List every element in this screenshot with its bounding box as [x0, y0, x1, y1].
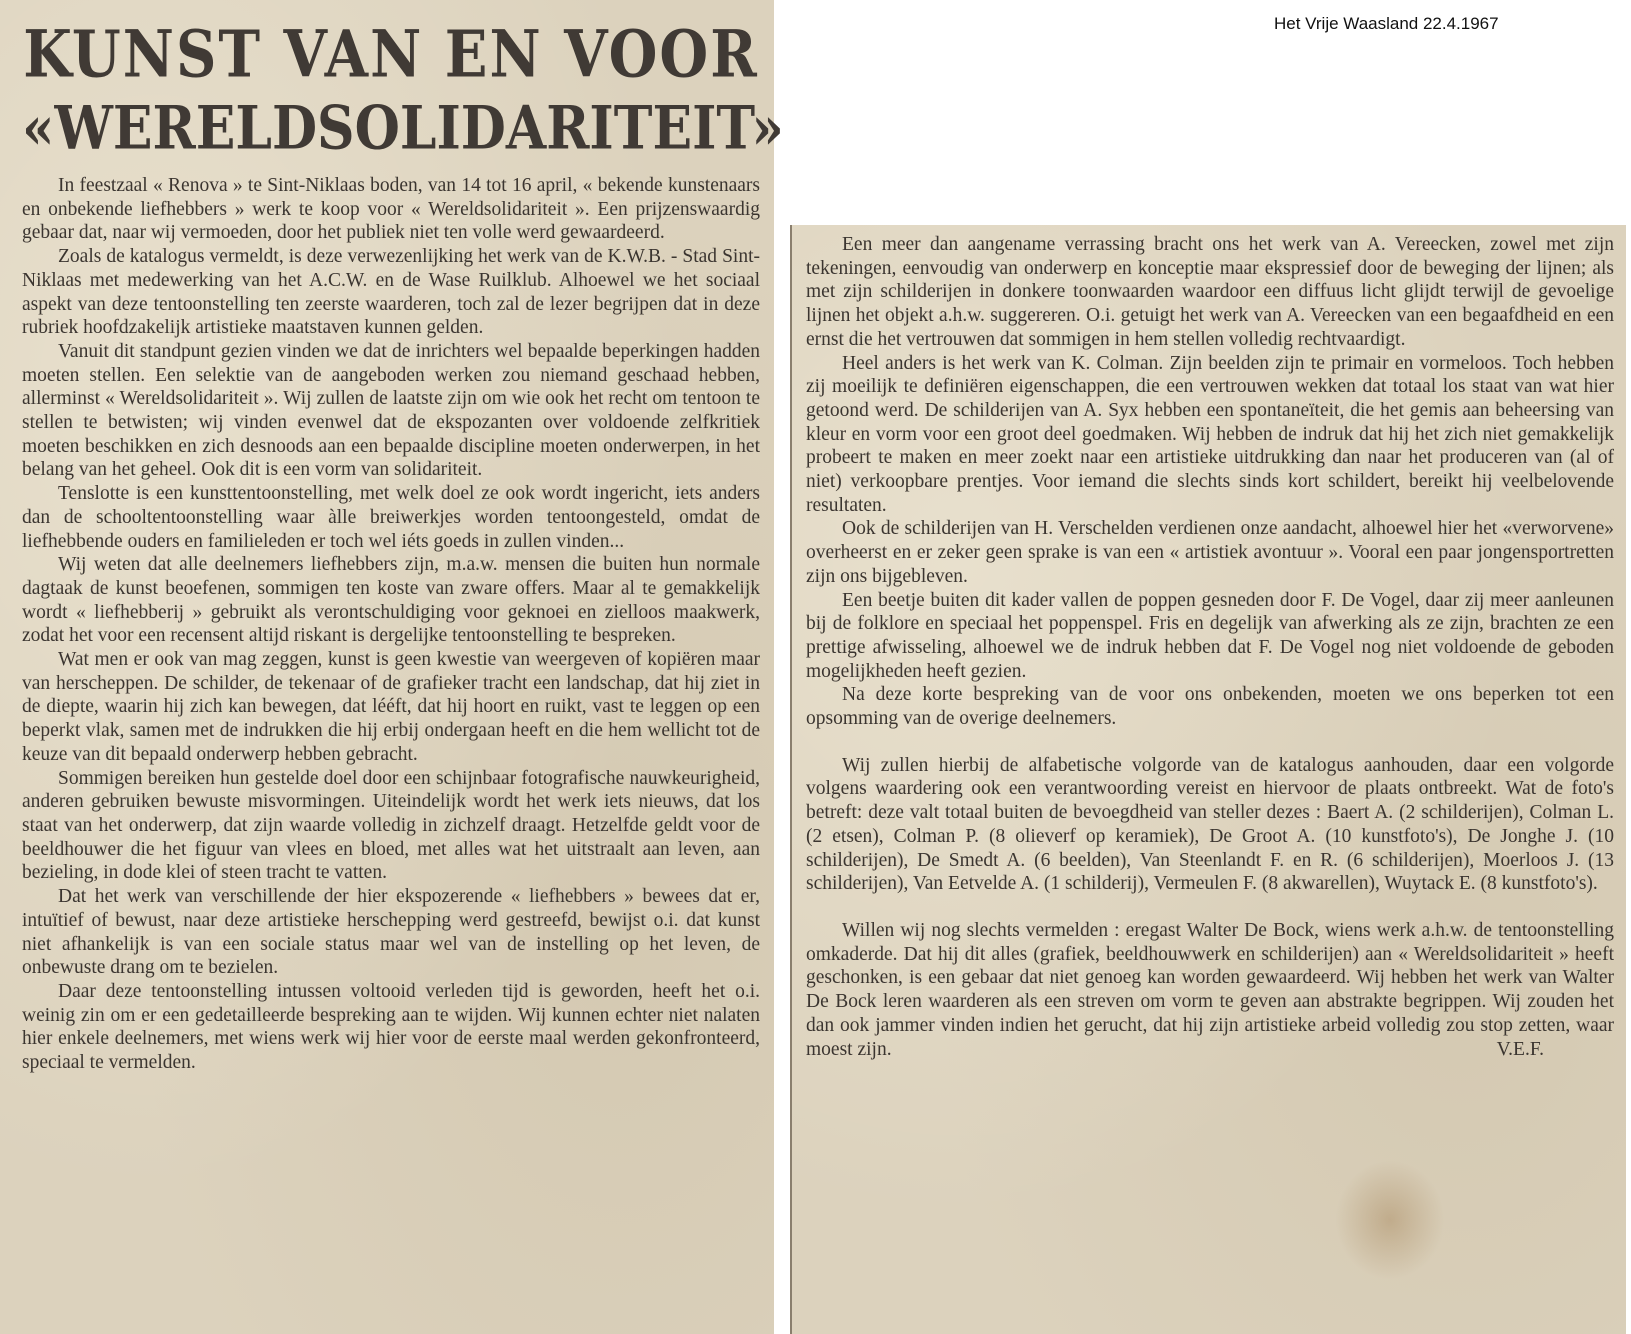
paragraph: Na deze korte bespreking van de voor ons onbekenden, moeten we ons beperken tot een opsomming van de overige deelnemers.: [806, 684, 1614, 730]
paragraph: Tenslotte is een kunsttentoonstelling, met welk doel ze ook wordt ingericht, iets anders dan de schooltentoonstelling waar àlle breiwerkjes worden tentoongesteld, omdat de liefhebbende ouders en familieleden er toch wel iéts goeds in zullen vinden...: [22, 483, 760, 552]
paragraph: Vanuit dit standpunt gezien vinden we dat de inrichters wel bepaalde beperkingen hadden moeten stellen. Een selektie van de aangeboden werken zou niemand geschaad hebben, allerminst « Wereldsolidariteit ». Wij zullen de laatste zijn om wie ook het recht om tentoon te stellen te betwisten; wij vinden evenwel dat de ekspozanten over voldoende zelfkritiek moeten beschikken en zich desnoods aan een bepaalde discipline moeten onderwerpen, in het belang van het geheel. Ook dit is een vorm van solidariteit.: [22, 340, 760, 481]
paragraph: Een beetje buiten dit kader vallen de poppen gesneden door F. De Vogel, daar zij meer aanleunen bij de folklore en speciaal het poppenspel. Fris en degelijk van afwerking als ze zijn, brachten ze een prettige afwisseling, alhoewel we de indruk hebben dat F. De Vogel nog niet voldoende de geboden mogelijkheden heeft gezien.: [806, 589, 1614, 682]
paragraph: Dat het werk van verschillende der hier ekspozerende « liefhebbers » bewees dat er, intuïtief of bewust, naar deze artistieke herschepping werd gestreefd, bewijst o.i. dat kunst niet afhankelijk is van een sociale status maar wel van de instelling op het leven, de onbewuste drang om te bezielen.: [22, 886, 760, 979]
right-column-body: [806, 233, 1614, 1061]
author-signature: V.E.F.: [1496, 1038, 1544, 1060]
paragraph: In feestzaal « Renova » te Sint-Niklaas boden, van 14 tot 16 april, « bekende kunstenaars en onbekende liefhebbers » werk te koop voor « Wereldsolidariteit ». Een prijzenswaardig gebaar dat, naar wij vermoeden, door het publiek niet ten volle werd gewaardeerd.: [22, 175, 760, 244]
paragraph-gap: [806, 731, 1614, 754]
paragraph: Een meer dan aangename verrassing bracht ons het werk van A. Vereecken, zowel met zijn tekeningen, eenvoudig van onderwerp en konceptie maar ekspressief door de beweging der lijnen; als met zijn schilderijen in donkere toonwaarden waardoor een diffuus licht glijdt terwijl de gevoelige lijnen het objekt a.h.w. suggereren. O.i. getuigt het werk van A. Vereecken van een begaafdheid en een ernst die het vertrouwen dat sommigen in hem stellen volledig rechtvaardigt.: [806, 234, 1614, 350]
paragraph: Wij weten dat alle deelnemers liefhebbers zijn, m.a.w. mensen die buiten hun normale dagtaak de kunst beoefenen, sommigen ten koste van zware offers. Maar al te gemakkelijk wordt « liefhebberij » gebruikt als verontschuldiging voor geknoei en zielloos maakwerk, zodat het voor een recensent altijd riskant is dergelijke tentoonstelling te bespreken.: [22, 554, 760, 647]
paragraph: Sommigen bereiken hun gestelde doel door een schijnbaar fotografische nauwkeurigheid, anderen gebruiken bewuste misvormingen. Uiteindelijk wordt het werk iets nieuws, dat los staat van het onderwerp, dat zijn waarde volledig in zichzelf draagt. Hetzelfde geldt voor de beeldhouwer die het figuur van vlees en bloed, met alles wat het uitstraalt aan leven, aan bezieling, in dode klei of steen tracht te vatten.: [22, 767, 760, 884]
left-column-body: [22, 174, 760, 1075]
source-caption: Het Vrije Waasland 22.4.1967: [1274, 14, 1499, 33]
paragraph: Wat men er ook van mag zeggen, kunst is geen kwestie van weergeven of kopiëren maar van herscheppen. De schilder, de tekenaar of de grafieker tracht een landschap, dat hij ziet in de diepte, waarin hij zich kan bewegen, dat lééft, dat hij hoort en ruikt, vast te leggen op een beperkt vlak, samen met de indrukken die hij erbij ondergaan heeft en die hem wellicht tot de keuze van dit bepaald onderwerp hebben gebracht.: [22, 649, 760, 765]
paragraph: Heel anders is het werk van K. Colman. Zijn beelden zijn te primair en vormeloos. Toch hebben zij moeilijk te definiëren eigenschappen, die een vertrouwen wekken dat totaal los staat van wat hier getoond werd. De schilderijen van A. Syx hebben een spontaneïteit, die het gemis aan beheersing van kleur en vorm voor een groot deel goedmaken. Wij hebben de indruk dat hij het zich niet gemakkelijk probeert te maken en meer zoekt naar een artistieke uitdrukking dan naar het produceren van (al of niet) verkoopbare prentjes. Voor iemand die slechts sinds kort schildert, bereikt hij veelbelovende resultaten.: [806, 352, 1614, 516]
clipping-left-column: [0, 0, 784, 1334]
closing-paragraph: Willen wij nog slechts vermelden : eregast Walter De Bock, wiens werk a.h.w. de tentoonstelling omkaderde. Dat hij dit alles (grafiek, beeldhouwwerk en schilderijen) aan « Wereldsolidariteit » heeft geschonken, is een gebaar dat niet genoeg kan worden gewaardeerd. Wij hebben het werk van Walter De Bock leren waarderen als een streven om vorm te geven aan abstrakte begrippen. Wij zouden het dan ook jammer vinden indien het gerucht, dat hij zijn artistieke arbeid volledig zou stop zetten, waar moest zijn.: [806, 919, 1614, 1060]
paragraph: Zoals de katalogus vermeldt, is deze verwezenlijking het werk van de K.W.B. - Stad Sint-Niklaas met medewerking van het A.C.W. en de Wase Ruilklub. Alhoewel we het sociaal aspekt van deze tentoonstelling ten zeerste waarderen, toch zal de lezer begrijpen dat in deze rubriek hoofdzakelijk artistieke maatstaven kunnen gelden.: [22, 246, 760, 339]
headline-line-2: «WERELDSOLIDARITEIT»: [22, 93, 784, 164]
clipping-right-column: [790, 225, 1626, 1334]
paragraph: Daar deze tentoonstelling intussen voltooid verleden tijd is geworden, heeft het o.i. weinig zin om er een gedetailleerde bespreking aan te wijden. Wij kunnen echter niet nalaten hier enkele deelnemers, met wiens werk wij hier voor de eerste maal werden gekonfronteerd, speciaal te vermelden.: [22, 980, 760, 1074]
participants-list-paragraph: Wij zullen hierbij de alfabetische volgorde van de katalogus aanhouden, daar een volgorde volgens waardering ook een verantwoording vereist en hiervoor de plaats ontbreekt. Wat de foto's betreft: deze valt totaal buiten de bevoegdheid van steller dezes : Baert A. (2 schilderijen), Colman L. (2 etsen), Colman P. (8 olieverf op keramiek), De Groot A. (10 kunstfoto's), De Jonghe J. (10 schilderijen), De Smedt A. (6 beelden), Van Steenlandt F. en R. (6 schilderijen), Moerloos J. (13 schilderijen), Van Eetvelde A. (1 schilderij), Vermeulen F. (8 akwarellen), Wuytack E. (8 kunstfoto's).: [806, 754, 1614, 895]
paragraph: Ook de schilderijen van H. Verschelden verdienen onze aandacht, alhoewel hier het «verworvene» overheerst en er zeker geen sprake is van een « artistiek avontuur ». Vooral een paar jongensportretten zijn ons bijgebleven.: [806, 518, 1614, 587]
headline-line-1: KUNST VAN EN VOOR: [23, 16, 759, 93]
paragraph-gap: [806, 896, 1614, 919]
